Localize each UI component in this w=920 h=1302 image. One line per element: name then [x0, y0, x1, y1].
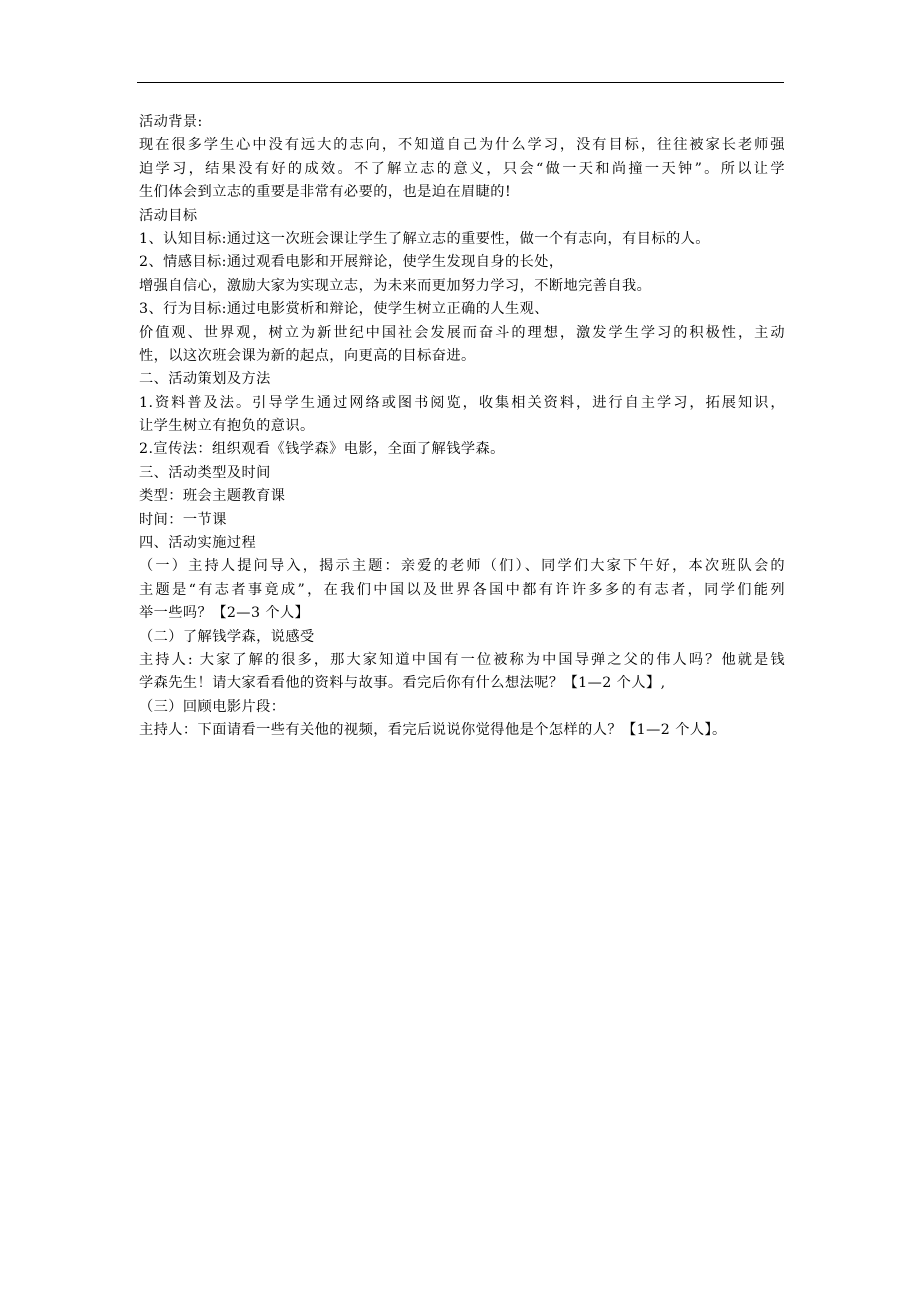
- section-heading: 活动背景:: [139, 114, 203, 130]
- header-rule: [137, 82, 784, 83]
- paragraph-line: 2、情感目标:通过观看电影和开展辩论，使学生发现自身的长处，: [139, 254, 564, 271]
- section-heading: 四、活动实施过程: [139, 535, 257, 552]
- paragraph-line: 学森先生！请大家看看他的资料与故事。看完后你有什么想法呢？【1—2 个人】,: [139, 675, 666, 692]
- paragraph-line: 价值观、世界观，树立为新世纪中国社会发展而奋斗的理想，激发学生学习的积极性，主动: [139, 324, 785, 341]
- paragraph-line: 生们体会到立志的重要是非常有必要的，也是迫在眉睫的!: [139, 184, 512, 201]
- paragraph-line: 类型：班会主题教育课: [139, 488, 286, 505]
- paragraph-line: 主题是“有志者事竟成”，在我们中国以及世界各国中都有许许多多的有志者，同学们能列: [139, 581, 785, 598]
- paragraph-line: 迫学习，结果没有好的成效。不了解立志的意义，只会“做一天和尚撞一天钟”。所以让学: [139, 160, 785, 177]
- paragraph-line: 2.宣传法：组织观看《钱学森》电影，全面了解钱学森。: [139, 441, 505, 458]
- paragraph-line: 1、认知目标:通过这一次班会课让学生了解立志的重要性，做一个有志向，有目标的人。: [139, 230, 710, 247]
- paragraph-line: 现在很多学生心中没有远大的志向，不知道自己为什么学习，没有目标，往往被家长老师强: [139, 137, 785, 154]
- section-heading: 活动目标: [139, 207, 198, 224]
- document-body: [139, 111, 799, 743]
- section-heading: 二、活动策划及方法: [139, 371, 271, 388]
- paragraph-line: 举一些吗？【2—3 个人】: [139, 605, 310, 622]
- paragraph-line: 让学生树立有抱负的意识。: [139, 418, 315, 435]
- paragraph-line: 3、行为目标:通过电影赏析和辩论，使学生树立正确的人生观、: [139, 301, 549, 318]
- paragraph-line: 主持人: 大家了解的很多，那大家知道中国有一位被称为中国导弹之父的伟人吗？他就是钱: [139, 651, 785, 668]
- section-heading: （三）回顾电影片段：: [139, 698, 286, 715]
- paragraph-line: 时间：一节课: [139, 511, 227, 528]
- section-heading: 三、活动类型及时间: [139, 464, 271, 481]
- paragraph-line: 1.资料普及法。引导学生通过网络或图书阅览，收集相关资料，进行自主学习，拓展知识，: [139, 394, 785, 411]
- section-heading: （二）了解钱学森，说感受: [139, 628, 315, 645]
- paragraph-line: （一）主持人提问导入，揭示主题：亲爱的老师（们）、同学们大家下午好，本次班队会的: [139, 558, 785, 575]
- paragraph-line: 性，以这次班会课为新的起点，向更高的目标奋进。: [139, 347, 476, 364]
- paragraph-line: 主持人：下面请看一些有关他的视频，看完后说说你觉得他是个怎样的人？【1—2 个人】。: [139, 722, 727, 739]
- paragraph-line: 增强自信心，激励大家为实现立志，为未来而更加努力学习，不断地完善自我。: [139, 277, 652, 294]
